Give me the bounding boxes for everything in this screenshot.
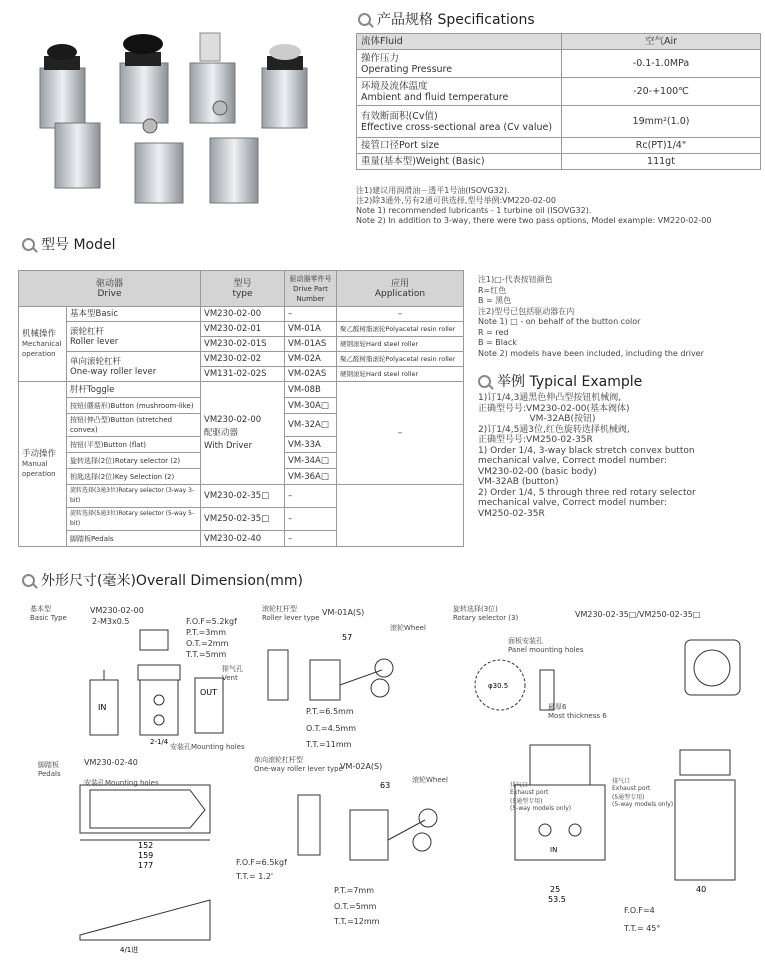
table-row	[19, 307, 464, 322]
drive-cell: 滚轮杠杆 Roller lever	[67, 322, 201, 352]
part-cell: VM-02A	[285, 352, 337, 367]
manual-group-en: Manual operation	[22, 460, 56, 478]
example-title-text: 举例 Typical Example	[497, 374, 643, 390]
rotary-drawing	[470, 630, 760, 910]
manual-type-cell: VM230-02-00 配驱动器 With Driver	[201, 382, 285, 485]
part-cell: VM-30A□	[285, 398, 337, 414]
part-cell: VM-01AS	[285, 337, 337, 352]
spec-label: 重量(基本型)Weight (Basic)	[357, 154, 562, 170]
rotary-thick: 最厚6 Most thickness 6	[548, 703, 607, 720]
svg-text:63: 63	[380, 781, 391, 790]
spec-title	[358, 9, 535, 29]
type-cell: VM230-02-40	[201, 531, 285, 547]
spec-value: 111gt	[562, 154, 761, 170]
empty-cell	[337, 485, 464, 547]
svg-text:2-1/4: 2-1/4	[150, 738, 169, 746]
col-part: 驱动器零件号 Drive Part Number	[285, 271, 337, 307]
roller-tt: T.T.=11mm	[306, 740, 352, 749]
app-cell: 聚乙醛树脂滚轮Polyacetal resin roller	[337, 352, 464, 367]
col-app: 应用 Application	[337, 271, 464, 307]
magnifier-icon	[22, 238, 35, 251]
part-cell: VM-01A	[285, 322, 337, 337]
table-row	[19, 352, 464, 367]
drive-cell: 按钮(平型)Button (flat)	[67, 437, 201, 453]
drive-cell: 基本型Basic	[67, 307, 201, 322]
oneway-drawing	[290, 780, 450, 880]
pedal-type-label: 脚踏板 Pedals	[38, 761, 61, 778]
type-cell: VM230-02-01	[201, 322, 285, 337]
part-cell: VM-08B	[285, 382, 337, 398]
spec-value: Rc(PT)1/4"	[562, 138, 761, 154]
part-cell: VM-33A	[285, 437, 337, 453]
oneway-model: VM-02A(S)	[340, 762, 383, 771]
model-title	[22, 234, 115, 254]
basic-fof: F.O.F=5.2kgf	[186, 617, 237, 626]
app-cell: 硬钢滚轮Hard steel roller	[337, 367, 464, 382]
oneway-pt: P.T.=7mm	[334, 886, 374, 895]
oneway-tt: T.T.=12mm	[334, 917, 380, 926]
basic-type-label: 基本型 Basic Type	[30, 605, 67, 622]
col-drive: 驱动器 Drive	[19, 271, 201, 307]
svg-text:4/1进: 4/1进	[120, 946, 139, 954]
drive-cell: 肘杆Toggle	[67, 382, 201, 398]
spec-label: 有效断面积(Cv值) Effective cross-sectional area (Cv value)	[357, 106, 562, 138]
pedal-model: VM230-02-40	[84, 758, 138, 767]
oneway-fof: F.O.F=6.5kgf	[236, 858, 287, 867]
mech-group-en: Mechanical operation	[22, 340, 62, 358]
oneway-type-label: 单向滚轮杠杆型 One-way roller lever type	[254, 756, 343, 773]
spec-label: 操作压力 Operating Pressure	[357, 50, 562, 78]
drive-cell: 按钮(伸凸型)Button (stretched convex)	[67, 414, 201, 437]
svg-text:53.5: 53.5	[548, 895, 566, 904]
pedal-mount: 安装孔Mounting holes	[84, 779, 159, 787]
basic-tt: T.T.=5mm	[186, 650, 227, 659]
mech-group-label: 机械操作	[22, 329, 57, 339]
svg-text:IN: IN	[550, 846, 558, 854]
part-cell: –	[285, 307, 337, 322]
type-cell: VM250-02-35□	[201, 508, 285, 531]
part-cell: –	[285, 508, 337, 531]
part-cell: VM-36A□	[285, 469, 337, 485]
spec-label: 流体Fluid	[357, 34, 562, 50]
table-row	[357, 78, 761, 106]
spec-notes: 注1)建议用润滑油－透平1号油(ISOVG32). 注2)除3通外,另有2通可供选择,型号举例:VM220-02-00 Note 1) recommended lubricants - 1 turbine oil (ISOVG32). Note 2) In addition to 3-way, there were two pass options, Model example: VM220-02-00	[356, 186, 712, 225]
rotary-exh1: 排气口 Exhaust port (5通型专用) (5-way models only)	[510, 782, 572, 812]
basic-vent: 排气孔 Vent	[222, 665, 243, 682]
basic-pt: P.T.=3mm	[186, 628, 226, 637]
table-row	[357, 138, 761, 154]
drive-cell: 脚踏板Pedals	[67, 531, 201, 547]
model-title-text: 型号 Model	[41, 237, 116, 253]
oneway-wheel: 滚轮Wheel	[412, 776, 448, 784]
drive-cell: 单向滚轮杠杆 One-way roller lever	[67, 352, 201, 382]
app-cell: –	[337, 307, 464, 322]
app-cell: 硬钢滚轮Hard steel roller	[337, 337, 464, 352]
part-cell: –	[285, 531, 337, 547]
table-row	[357, 34, 761, 50]
oneway-ot: O.T.=5mm	[334, 902, 377, 911]
drive-cell: 按钮(蘑菇形)Button (mushroom-like)	[67, 398, 201, 414]
svg-text:57: 57	[342, 633, 353, 642]
pedal-drawing	[60, 770, 240, 960]
type-cell: VM230-02-02	[201, 352, 285, 367]
rotary-tt: T.T.= 45°	[624, 924, 661, 933]
table-row	[357, 50, 761, 78]
spec-label: 接管口径Port size	[357, 138, 562, 154]
table-row	[19, 382, 464, 398]
rotary-exh2: 排气口 Exhaust port (5通型专用) (5-way models only)	[612, 778, 674, 808]
spec-value: 空气Air	[562, 34, 761, 50]
example-title	[478, 371, 642, 391]
svg-text:177: 177	[138, 861, 154, 870]
roller-ot: O.T.=4.5mm	[306, 724, 357, 733]
table-row	[357, 154, 761, 170]
example-text: 1)订1/4,3通黑色伸凸型按钮机械阀, 正确型号号:VM230-02-00(基本阀体) VM-32AB(按钮) 2)订1/4,5通3位,红色旋转选择机械阀, 正确型号号:VM250-02-35R 1) Order 1/4, 3-way black stretch convex button mechanical valve, Correct model number: VM230-02-00 (basic body) VM-32AB (button) 2) Order 1/4, 5 through three red rotary selector mechanical valve, Correct model number: VM250-02-35R	[478, 393, 696, 519]
part-cell: –	[285, 485, 337, 508]
svg-text:159: 159	[138, 851, 154, 860]
dimension-title	[22, 570, 303, 590]
spec-table	[356, 33, 761, 170]
basic-drawing	[60, 620, 260, 750]
spec-value: -20-+100℃	[562, 78, 761, 106]
manual-group	[19, 382, 67, 547]
table-row	[19, 322, 464, 337]
drive-cell: 钥匙选择(2位)Key Selection (2)	[67, 469, 201, 485]
table-row	[19, 485, 464, 508]
roller-wheel: 滚轮Wheel	[390, 624, 426, 632]
magnifier-icon	[358, 13, 371, 26]
table-row	[357, 106, 761, 138]
svg-text:25: 25	[550, 885, 561, 894]
app-cell: 聚乙醛树脂滚轮Polyacetal resin roller	[337, 322, 464, 337]
col-type: 型号 type	[201, 271, 285, 307]
rotary-type-label: 旋转选择(3位) Rotary selector (3)	[453, 605, 519, 622]
rotary-model: VM230-02-35□/VM250-02-35□	[575, 610, 701, 619]
rotary-fof: F.O.F=4	[624, 906, 655, 915]
basic-model: VM230-02-00	[90, 606, 144, 615]
type-cell: VM230-02-00	[201, 307, 285, 322]
part-cell: VM-34A□	[285, 453, 337, 469]
type-cell: VM230-02-01S	[201, 337, 285, 352]
svg-text:OUT: OUT	[200, 688, 218, 697]
svg-text:40: 40	[696, 885, 707, 894]
type-cell: VM131-02-02S	[201, 367, 285, 382]
model-side-notes: 注1)□-代表按钮颜色 R=红色 B = 黑色 注2)型号已包括驱动器在内 Note 1) □ - on behalf of the button color R = red B = Black Note 2) models have been included, including the driver	[478, 275, 704, 358]
mech-group	[19, 307, 67, 382]
dimension-title-text: 外形尺寸(毫米)Overall Dimension(mm)	[41, 573, 304, 589]
roller-type-label: 滚轮杠杆型 Roller lever type	[262, 605, 320, 622]
svg-text:φ30.5: φ30.5	[488, 682, 509, 690]
oneway-tt1: T.T.= 1.2'	[236, 872, 274, 881]
rotary-panel: 面板安装孔 Panel mounting holes	[508, 637, 584, 654]
svg-text:152: 152	[138, 841, 154, 850]
type-cell: VM230-02-35□	[201, 485, 285, 508]
roller-drawing	[262, 630, 452, 705]
manual-group-label: 手动操作	[22, 449, 57, 459]
roller-pt: P.T.=6.5mm	[306, 707, 354, 716]
part-cell: VM-32A□	[285, 414, 337, 437]
spec-title-text: 产品规格 Specifications	[377, 12, 535, 28]
svg-text:IN: IN	[98, 703, 107, 712]
drive-cell: 旋转选择(3通3位)Rotary selector (3-way 3-bit)	[67, 485, 201, 508]
magnifier-icon	[478, 375, 491, 388]
model-table	[18, 270, 464, 547]
spec-label: 环境及流体温度 Ambient and fluid temperature	[357, 78, 562, 106]
product-photo	[30, 28, 330, 213]
basic-ot: O.T.=2mm	[186, 639, 229, 648]
magnifier-icon	[22, 574, 35, 587]
spec-value: -0.1-1.0MPa	[562, 50, 761, 78]
basic-mount: 安装孔Mounting holes	[170, 743, 245, 751]
spec-value: 19mm²(1.0)	[562, 106, 761, 138]
drive-cell: 旋转选择(5通3位)Rotary selector (5-way 5-bit)	[67, 508, 201, 531]
basic-thread: 2-M3x0.5	[92, 617, 130, 626]
roller-model: VM-01A(S)	[322, 608, 365, 617]
drive-cell: 旋转选择(2位)Rotary selector (2)	[67, 453, 201, 469]
part-cell: VM-02AS	[285, 367, 337, 382]
manual-app-cell: –	[337, 382, 464, 485]
table-header-row	[19, 271, 464, 307]
